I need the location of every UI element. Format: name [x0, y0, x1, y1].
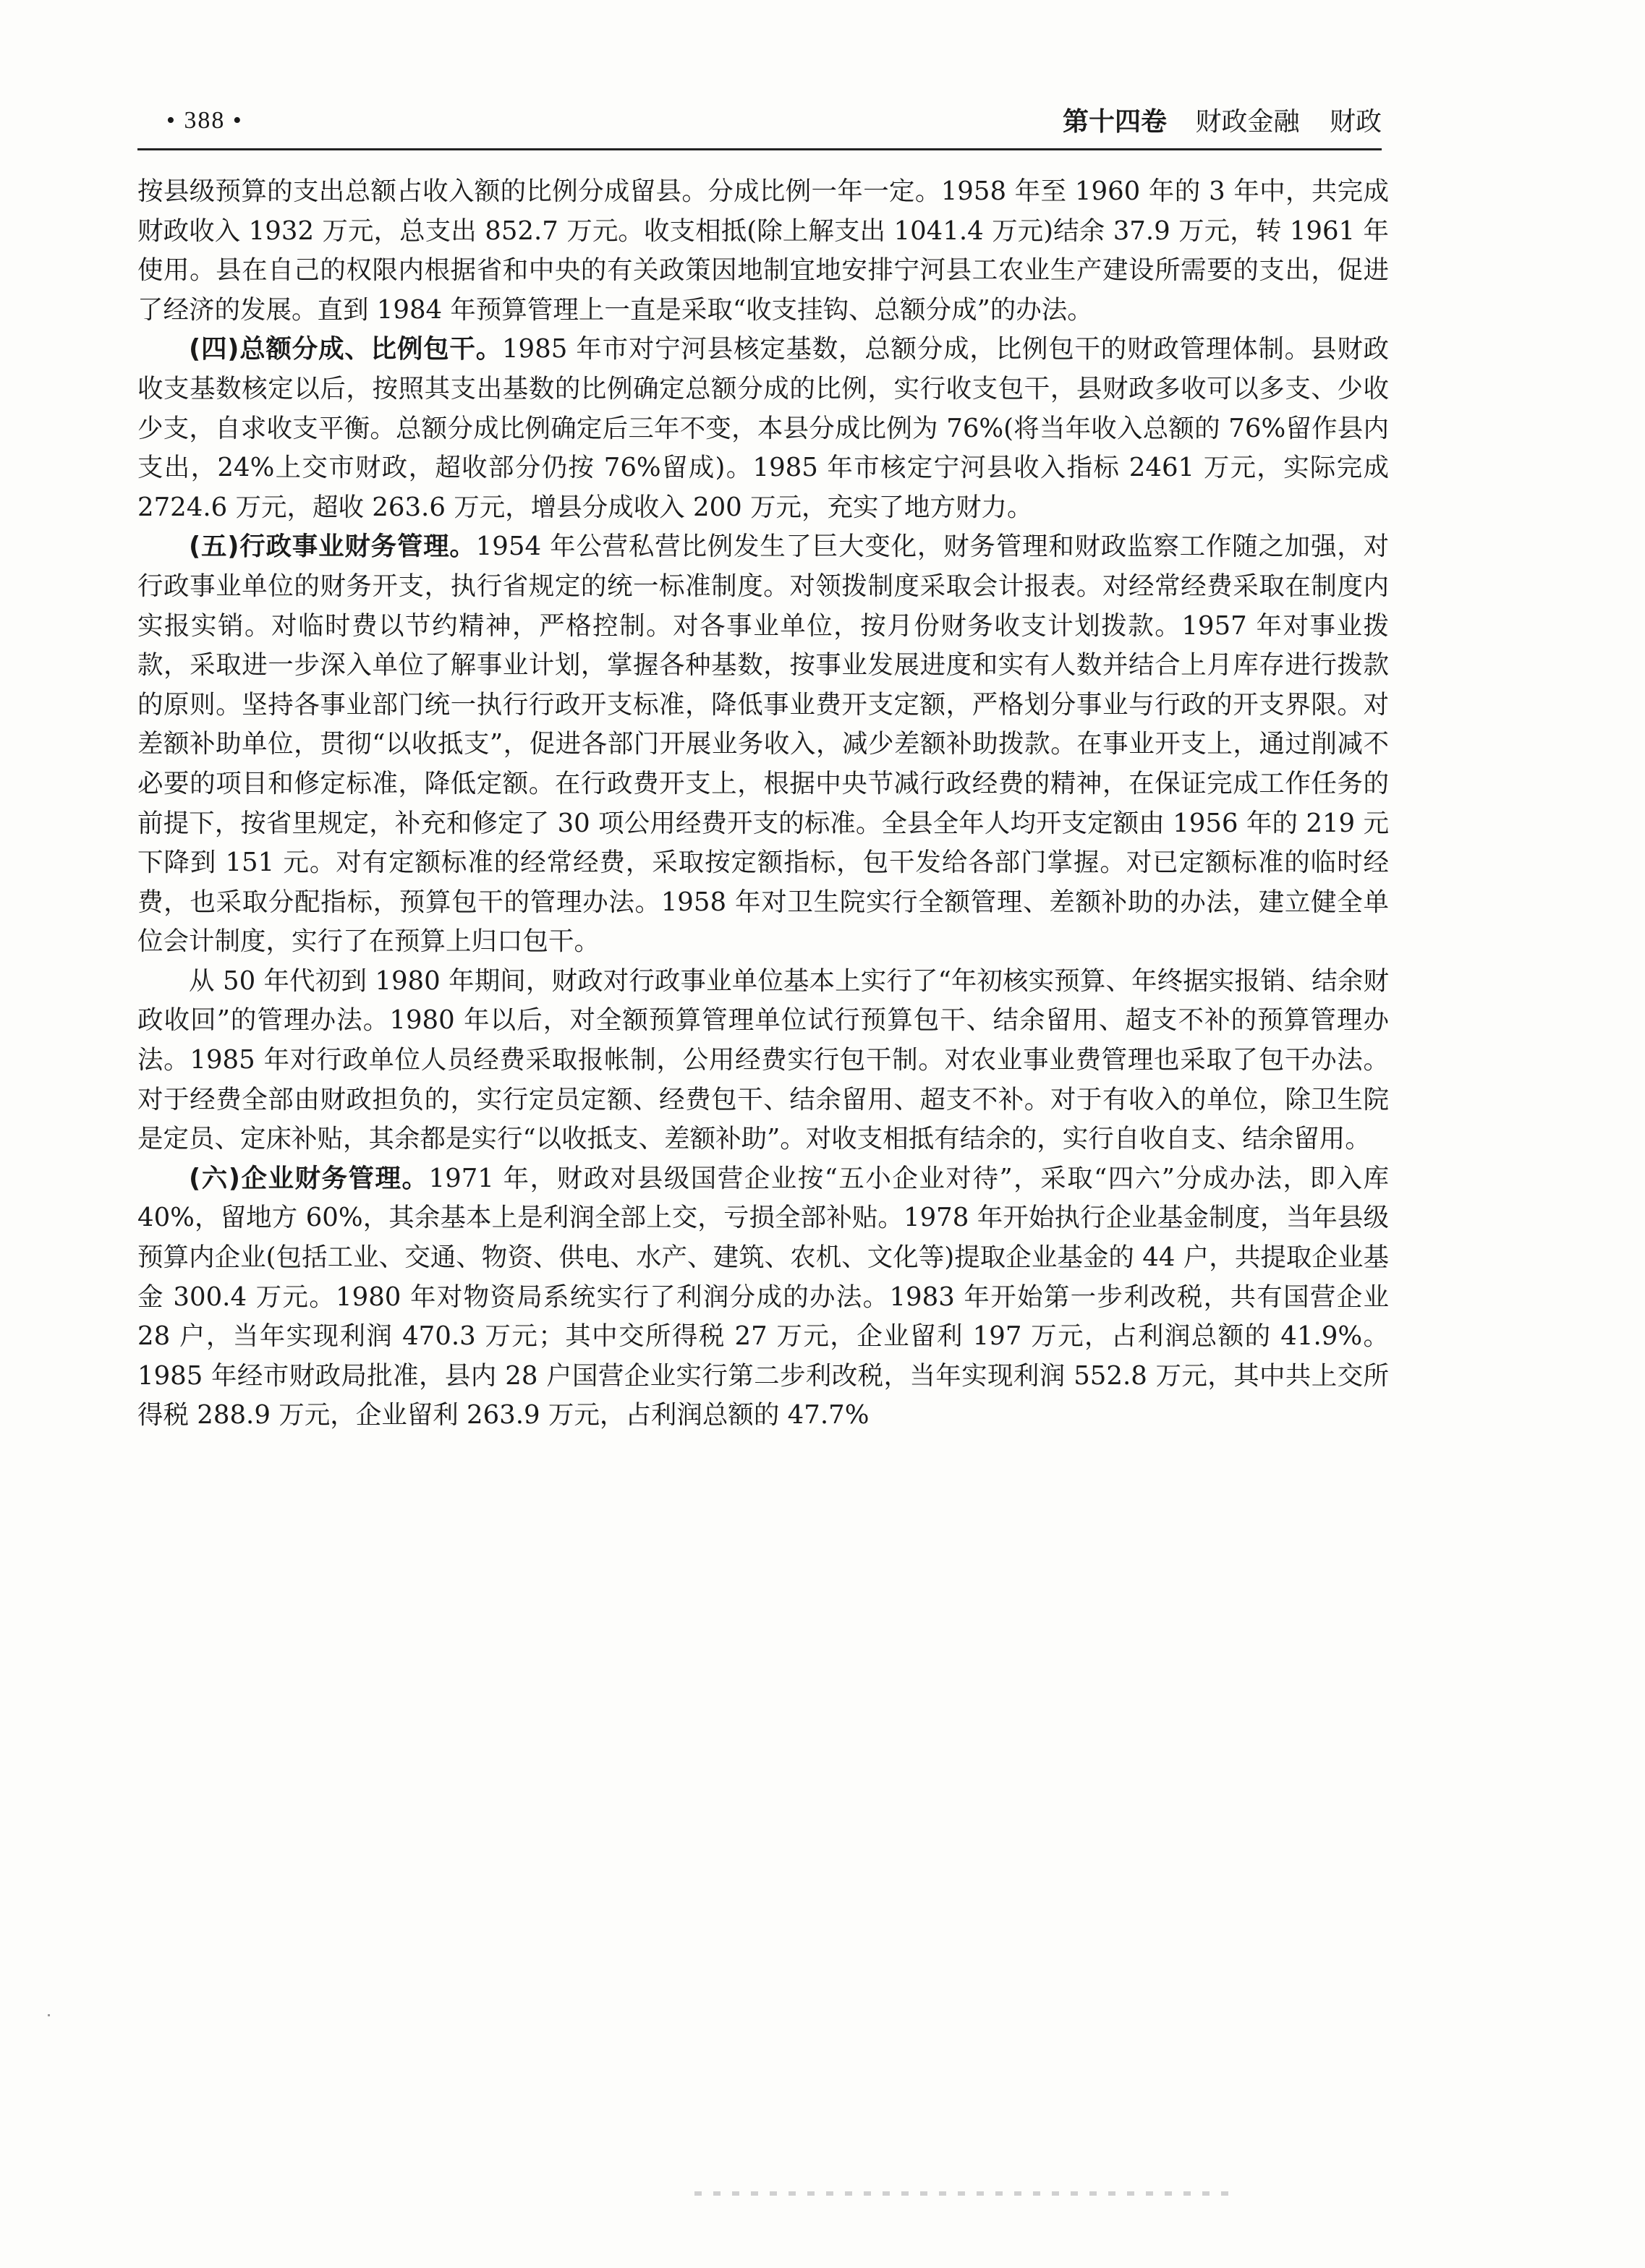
- scan-artifact: [694, 2191, 1230, 2196]
- section-heading: (四)总额分成、比例包干。: [189, 334, 502, 364]
- volume-title: 第十四卷: [1063, 107, 1168, 137]
- page-header: [137, 101, 1382, 145]
- paragraph: [137, 330, 1389, 527]
- paragraph-text: 1971 年，财政对县级国营企业按“五小企业对待”，采取“四六”分成办法，即入库 40%，留地方 60%，其余基本上是利润全部上交，亏损全部补贴。1978 年开始执行企业基金制度，当年县级预算内企业(包括工业、交通、物资、供电、水产、建筑、农机、文化等)提取企业基金的 44 户，共提取企业基金 300.4 万元。1980 年对物资局系统实行了利润分成的办法。1983 年开始第一步利改税，共有国营企业 28 户，当年实现利润 470.3 万元；其中交所得税 27 万元，企业留利 197 万元，占利润总额的 41.9%。1985 年经市财政局批准，县内 28 户国营企业实行第二步利改税，当年实现利润 552.8 万元，其中共上交所得税 288.9 万元，企业留利 263.9 万元，占利润总额的 47.7%: [137, 1163, 1389, 1431]
- paragraph: [137, 1159, 1389, 1436]
- header-rule: [137, 148, 1382, 150]
- paragraph: [137, 962, 1389, 1159]
- body-text: [137, 172, 1389, 1436]
- paragraph: [137, 527, 1389, 962]
- subsection-title: 财政: [1329, 107, 1382, 137]
- paragraph-text: 从 50 年代初到 1980 年期间，财政对行政事业单位基本上实行了“年初核实预算、年终据实报销、结余财政收回”的管理办法。1980 年以后，对全额预算管理单位试行预算包干、结余留用、超支不补的预算管理办法。1985 年对行政单位人员经费采取报帐制，公用经费实行包干制。对农业事业费管理也采取了包干办法。对于经费全部由财政担负的，实行定员定额、经费包干、结余留用、超支不补。对于有收入的单位，除卫生院是定员、定床补贴，其余都是实行“以收抵支、差额补助”。对收支相抵有结余的，实行自收自支、结余留用。: [137, 965, 1389, 1154]
- section-heading: (六)企业财务管理。: [189, 1163, 429, 1193]
- paragraph-text: 1985 年市对宁河县核定基数，总额分成，比例包干的财政管理体制。县财政收支基数核定以后，按照其支出基数的比例确定总额分成的比例，实行收支包干，县财政多收可以多支、少收少支，自求收支平衡。总额分成比例确定后三年不变，本县分成比例为 76%(将当年收入总额的 76%留作县内支出，24%上交市财政，超收部分仍按 76%留成)。1985 年市核定宁河县收入指标 2461 万元，实际完成 2724.6 万元，超收 263.6 万元，增县分成收入 200 万元，充实了地方财力。: [137, 334, 1389, 522]
- paragraph: [137, 172, 1389, 330]
- section-title: 财政金融: [1195, 107, 1300, 137]
- section-heading: (五)行政事业财务管理。: [189, 532, 476, 562]
- scan-speck: [48, 2014, 50, 2016]
- page-number: • 388 •: [166, 107, 243, 134]
- paragraph-text: 1954 年公营私营比例发生了巨大变化，财务管理和财政监察工作随之加强，对行政事业单位的财务开支，执行省规定的统一标准制度。对领拨制度采取会计报表。对经常经费采取在制度内实报实销。对临时费以节约精神，严格控制。对各事业单位，按月份财务收支计划拨款。1957 年对事业拨款，采取进一步深入单位了解事业计划，掌握各种基数，按事业发展进度和实有人数并结合上月库存进行拨款的原则。坚持各事业部门统一执行行政开支标准，降低事业费开支定额，严格划分事业与行政的开支界限。对差额补助单位，贯彻“以收抵支”，促进各部门开展业务收入，减少差额补助拨款。在事业开支上，通过削减不必要的项目和修定标准，降低定额。在行政费开支上，根据中央节减行政经费的精神，在保证完成工作任务的前提下，按省里规定，补充和修定了 30 项公用经费开支的标准。全县全年人均开支定额由 1956 年的 219 元下降到 151 元。对有定额标准的经常经费，采取按定额指标，包干发给各部门掌握。对已定额标准的临时经费，也采取分配指标，预算包干的管理办法。1958 年对卫生院实行全额管理、差额补助的办法，建立健全单位会计制度，实行了在预算上归口包干。: [137, 532, 1389, 957]
- running-head: [1063, 101, 1382, 138]
- paragraph-text: 按县级预算的支出总额占收入额的比例分成留县。分成比例一年一定。1958 年至 1960 年的 3 年中，共完成财政收入 1932 万元，总支出 852.7 万元。收支相抵(除上解支出 1041.4 万元)结余 37.9 万元，转 1961 年使用。县在自己的权限内根据省和中央的有关政策因地制宜地安排宁河县工农业生产建设所需要的支出，促进了经济的发展。直到 1984 年预算管理上一直是采取“收支挂钩、总额分成”的办法。: [137, 176, 1389, 325]
